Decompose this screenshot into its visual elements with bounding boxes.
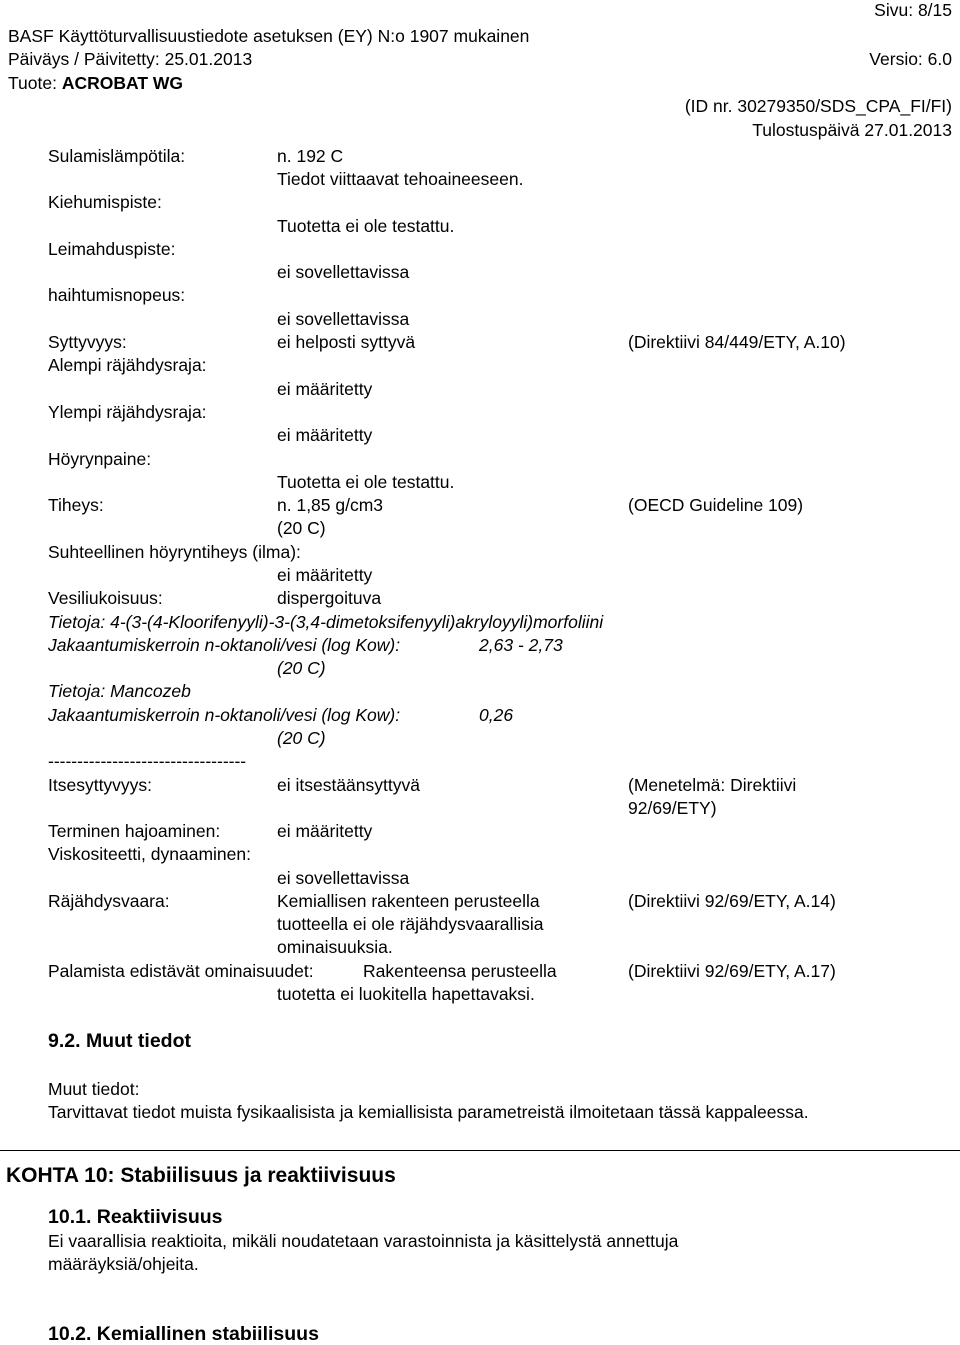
solubility-value: dispergoituva	[277, 588, 382, 608]
kow2-value: 0,26	[479, 705, 514, 725]
vp-label: Höyrynpaine:	[48, 449, 152, 469]
density-temp: (20 C)	[277, 518, 326, 538]
document-id: (ID nr. 30279350/SDS_CPA_FI/FI)	[684, 96, 952, 116]
melting-label: Sulamislämpötila:	[48, 146, 186, 166]
flash-label: Leimahduspiste:	[48, 239, 176, 259]
oxidizing-method: (Direktiivi 92/69/ETY, A.17)	[628, 961, 836, 981]
selfign-method-1: (Menetelmä: Direktiivi	[628, 775, 797, 795]
info-substance-2: Tietoja: Mancozeb	[48, 681, 191, 701]
version: Versio: 6.0	[869, 49, 952, 69]
evap-label: haihtumisnopeus:	[48, 285, 186, 305]
flamm-method: (Direktiivi 84/449/ETY, A.10)	[628, 332, 846, 352]
explosive-value-2: tuotteella ei ole räjähdysvaarallisia	[277, 914, 544, 934]
vp-value: Tuotetta ei ole testattu.	[277, 472, 455, 492]
section-10-2-title: 10.2. Kemiallinen stabiilisuus	[48, 1323, 319, 1345]
oxidizing-label: Palamista edistävät ominaisuudet:	[48, 961, 314, 981]
oxidizing-value-1: Rakenteensa perusteella	[363, 961, 557, 981]
section-10-1-title: 10.1. Reaktiivisuus	[48, 1206, 223, 1228]
kow1-label: Jakaantumiskerroin n-oktanoli/vesi (log Kow):	[48, 635, 401, 655]
boiling-label: Kiehumispiste:	[48, 192, 162, 212]
decomp-value: ei määritetty	[277, 821, 373, 841]
solubility-label: Vesiliukoisuus:	[48, 588, 163, 608]
selfign-method-2: 92/69/ETY)	[628, 798, 717, 818]
section-divider	[0, 1150, 960, 1151]
explosive-value-3: ominaisuuksia.	[277, 937, 393, 957]
kow2-temp: (20 C)	[277, 728, 326, 748]
other-info-text: Tarvittavat tiedot muista fysikaalisista ja kemiallisista parametreistä ilmoitetaan tässä kappaleessa.	[48, 1102, 809, 1122]
boiling-value: Tuotetta ei ole testattu.	[277, 216, 455, 236]
date-line: Päiväys / Päivitetty: 25.01.2013	[8, 49, 253, 69]
viscosity-value: ei sovellettavissa	[277, 868, 410, 888]
flash-value: ei sovellettavissa	[277, 262, 410, 282]
reactivity-text-1: Ei vaarallisia reaktioita, mikäli noudatetaan varastoinnista ja käsittelystä annettuja	[48, 1231, 679, 1251]
page-number: Sivu: 8/15	[874, 0, 952, 20]
print-date: Tulostuspäivä 27.01.2013	[752, 120, 952, 140]
uel-value: ei määritetty	[277, 425, 373, 445]
melting-value: n. 192 C	[277, 146, 344, 166]
explosive-method: (Direktiivi 92/69/ETY, A.14)	[628, 891, 836, 911]
lel-label: Alempi räjähdysraja:	[48, 355, 207, 375]
kow2-label: Jakaantumiskerroin n-oktanoli/vesi (log Kow):	[48, 705, 401, 725]
oxidizing-value-2: tuotetta ei luokitella hapettavaksi.	[277, 984, 535, 1004]
other-info-label: Muut tiedot:	[48, 1079, 140, 1099]
density-value: n. 1,85 g/cm3	[277, 495, 384, 515]
uel-label: Ylempi räjähdysraja:	[48, 402, 207, 422]
selfign-value: ei itsestäänsyttyvä	[277, 775, 420, 795]
info-substance-1: Tietoja: 4-(3-(4-Kloorifenyyli)-3-(3,4-dimetoksifenyyli)akryloyyli)morfoliini	[48, 612, 604, 632]
lel-value: ei määritetty	[277, 379, 373, 399]
section-9-2-title: 9.2. Muut tiedot	[48, 1030, 191, 1052]
product-label: Tuote:	[8, 73, 57, 93]
flamm-label: Syttyvyys:	[48, 332, 127, 352]
kow1-value: 2,63 - 2,73	[479, 635, 563, 655]
selfign-label: Itsesyttyvyys:	[48, 775, 153, 795]
dash-separator: ----------------------------------	[48, 751, 247, 771]
reactivity-text-2: määräyksiä/ohjeita.	[48, 1254, 199, 1274]
flamm-value: ei helposti syttyvä	[277, 332, 416, 352]
kow1-temp: (20 C)	[277, 658, 326, 678]
viscosity-label: Viskositeetti, dynaaminen:	[48, 844, 251, 864]
rvd-value: ei määritetty	[277, 565, 373, 585]
explosive-value-1: Kemiallisen rakenteen perusteella	[277, 891, 540, 911]
evap-value: ei sovellettavissa	[277, 309, 410, 329]
regulation-line: BASF Käyttöturvallisuustiedote asetuksen (EY) N:o 1907 mukainen	[8, 26, 530, 46]
product-line	[8, 73, 183, 93]
decomp-label: Terminen hajoaminen:	[48, 821, 221, 841]
density-method: (OECD Guideline 109)	[628, 495, 804, 515]
explosive-label: Räjähdysvaara:	[48, 891, 170, 911]
section-10-title: KOHTA 10: Stabiilisuus ja reaktiivisuus	[6, 1164, 396, 1187]
melting-note: Tiedot viittaavat tehoaineeseen.	[277, 169, 524, 189]
product-name: ACROBAT WG	[61, 73, 184, 93]
density-label: Tiheys:	[48, 495, 104, 515]
rvd-label: Suhteellinen höyryntiheys (ilma):	[48, 542, 301, 562]
